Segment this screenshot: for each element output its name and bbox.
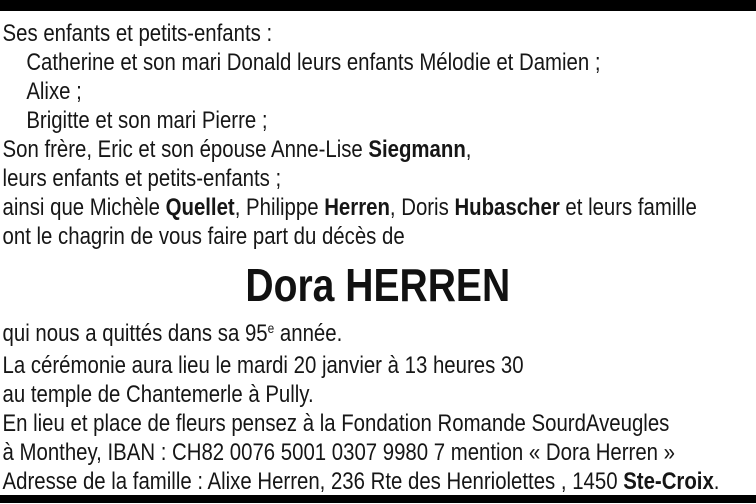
surname-bold: Herren <box>324 194 390 221</box>
text-segment: Son frère, Eric et son épouse Anne-Lise <box>2 136 369 163</box>
bottom-border-rule <box>0 495 756 503</box>
notice-line <box>0 19 756 48</box>
text-segment: Adresse de la famille : Alixe Herren, 236 Rte des Henriolettes , 1450 <box>2 468 624 495</box>
notice-line <box>0 409 756 438</box>
notice-content <box>0 11 756 496</box>
text-segment: . <box>713 468 720 495</box>
notice-line <box>0 77 756 106</box>
text-segment: Brigitte et son mari Pierre ; <box>26 107 268 134</box>
surname-bold: Quellet <box>165 194 235 221</box>
text-segment: année. <box>274 320 343 347</box>
text-segment: et leurs famille <box>559 194 697 221</box>
top-border-rule <box>0 0 756 11</box>
notice-line <box>0 438 756 467</box>
notice-line <box>0 135 756 164</box>
text-segment: Catherine et son mari Donald leurs enfants Mélodie et Damien ; <box>26 49 601 76</box>
notice-line <box>0 222 756 251</box>
surname-bold: Hubascher <box>454 194 560 221</box>
text-segment: , Philippe <box>234 194 325 221</box>
ordinal-superscript: e <box>267 320 275 336</box>
notice-line <box>0 106 756 135</box>
text-segment: ainsi que Michèle <box>2 194 166 221</box>
text-segment: La cérémonie aura lieu le mardi 20 janvier à 13 heures 30 <box>2 352 524 379</box>
text-segment: Ses enfants et petits-enfants : <box>2 20 273 47</box>
text-segment: Alixe ; <box>26 78 82 105</box>
text-segment: au temple de Chantemerle à Pully. <box>2 381 314 408</box>
text-segment: En lieu et place de fleurs pensez à la Fondation Romande SourdAveugles <box>2 410 670 437</box>
surname-bold: Siegmann <box>368 136 466 163</box>
notice-line <box>0 351 756 380</box>
notice-line <box>0 319 756 351</box>
text-segment: leurs enfants et petits-enfants ; <box>2 165 282 192</box>
text-segment: à Monthey, IBAN : CH82 0076 5001 0307 9980 7 mention « Dora Herren » <box>2 439 675 466</box>
text-segment: , Doris <box>389 194 455 221</box>
notice-line <box>0 48 756 77</box>
text-segment: , <box>465 136 472 163</box>
notice-line <box>0 193 756 222</box>
text-segment: ont le chagrin de vous faire part du décès de <box>2 223 405 250</box>
notice-line <box>0 164 756 193</box>
text-segment: qui nous a quittés dans sa 95 <box>2 320 268 347</box>
deceased-name: Dora HERREN <box>245 259 511 311</box>
notice-line <box>0 380 756 409</box>
notice-line <box>0 467 756 496</box>
locality-bold: Ste-Croix <box>623 468 714 495</box>
